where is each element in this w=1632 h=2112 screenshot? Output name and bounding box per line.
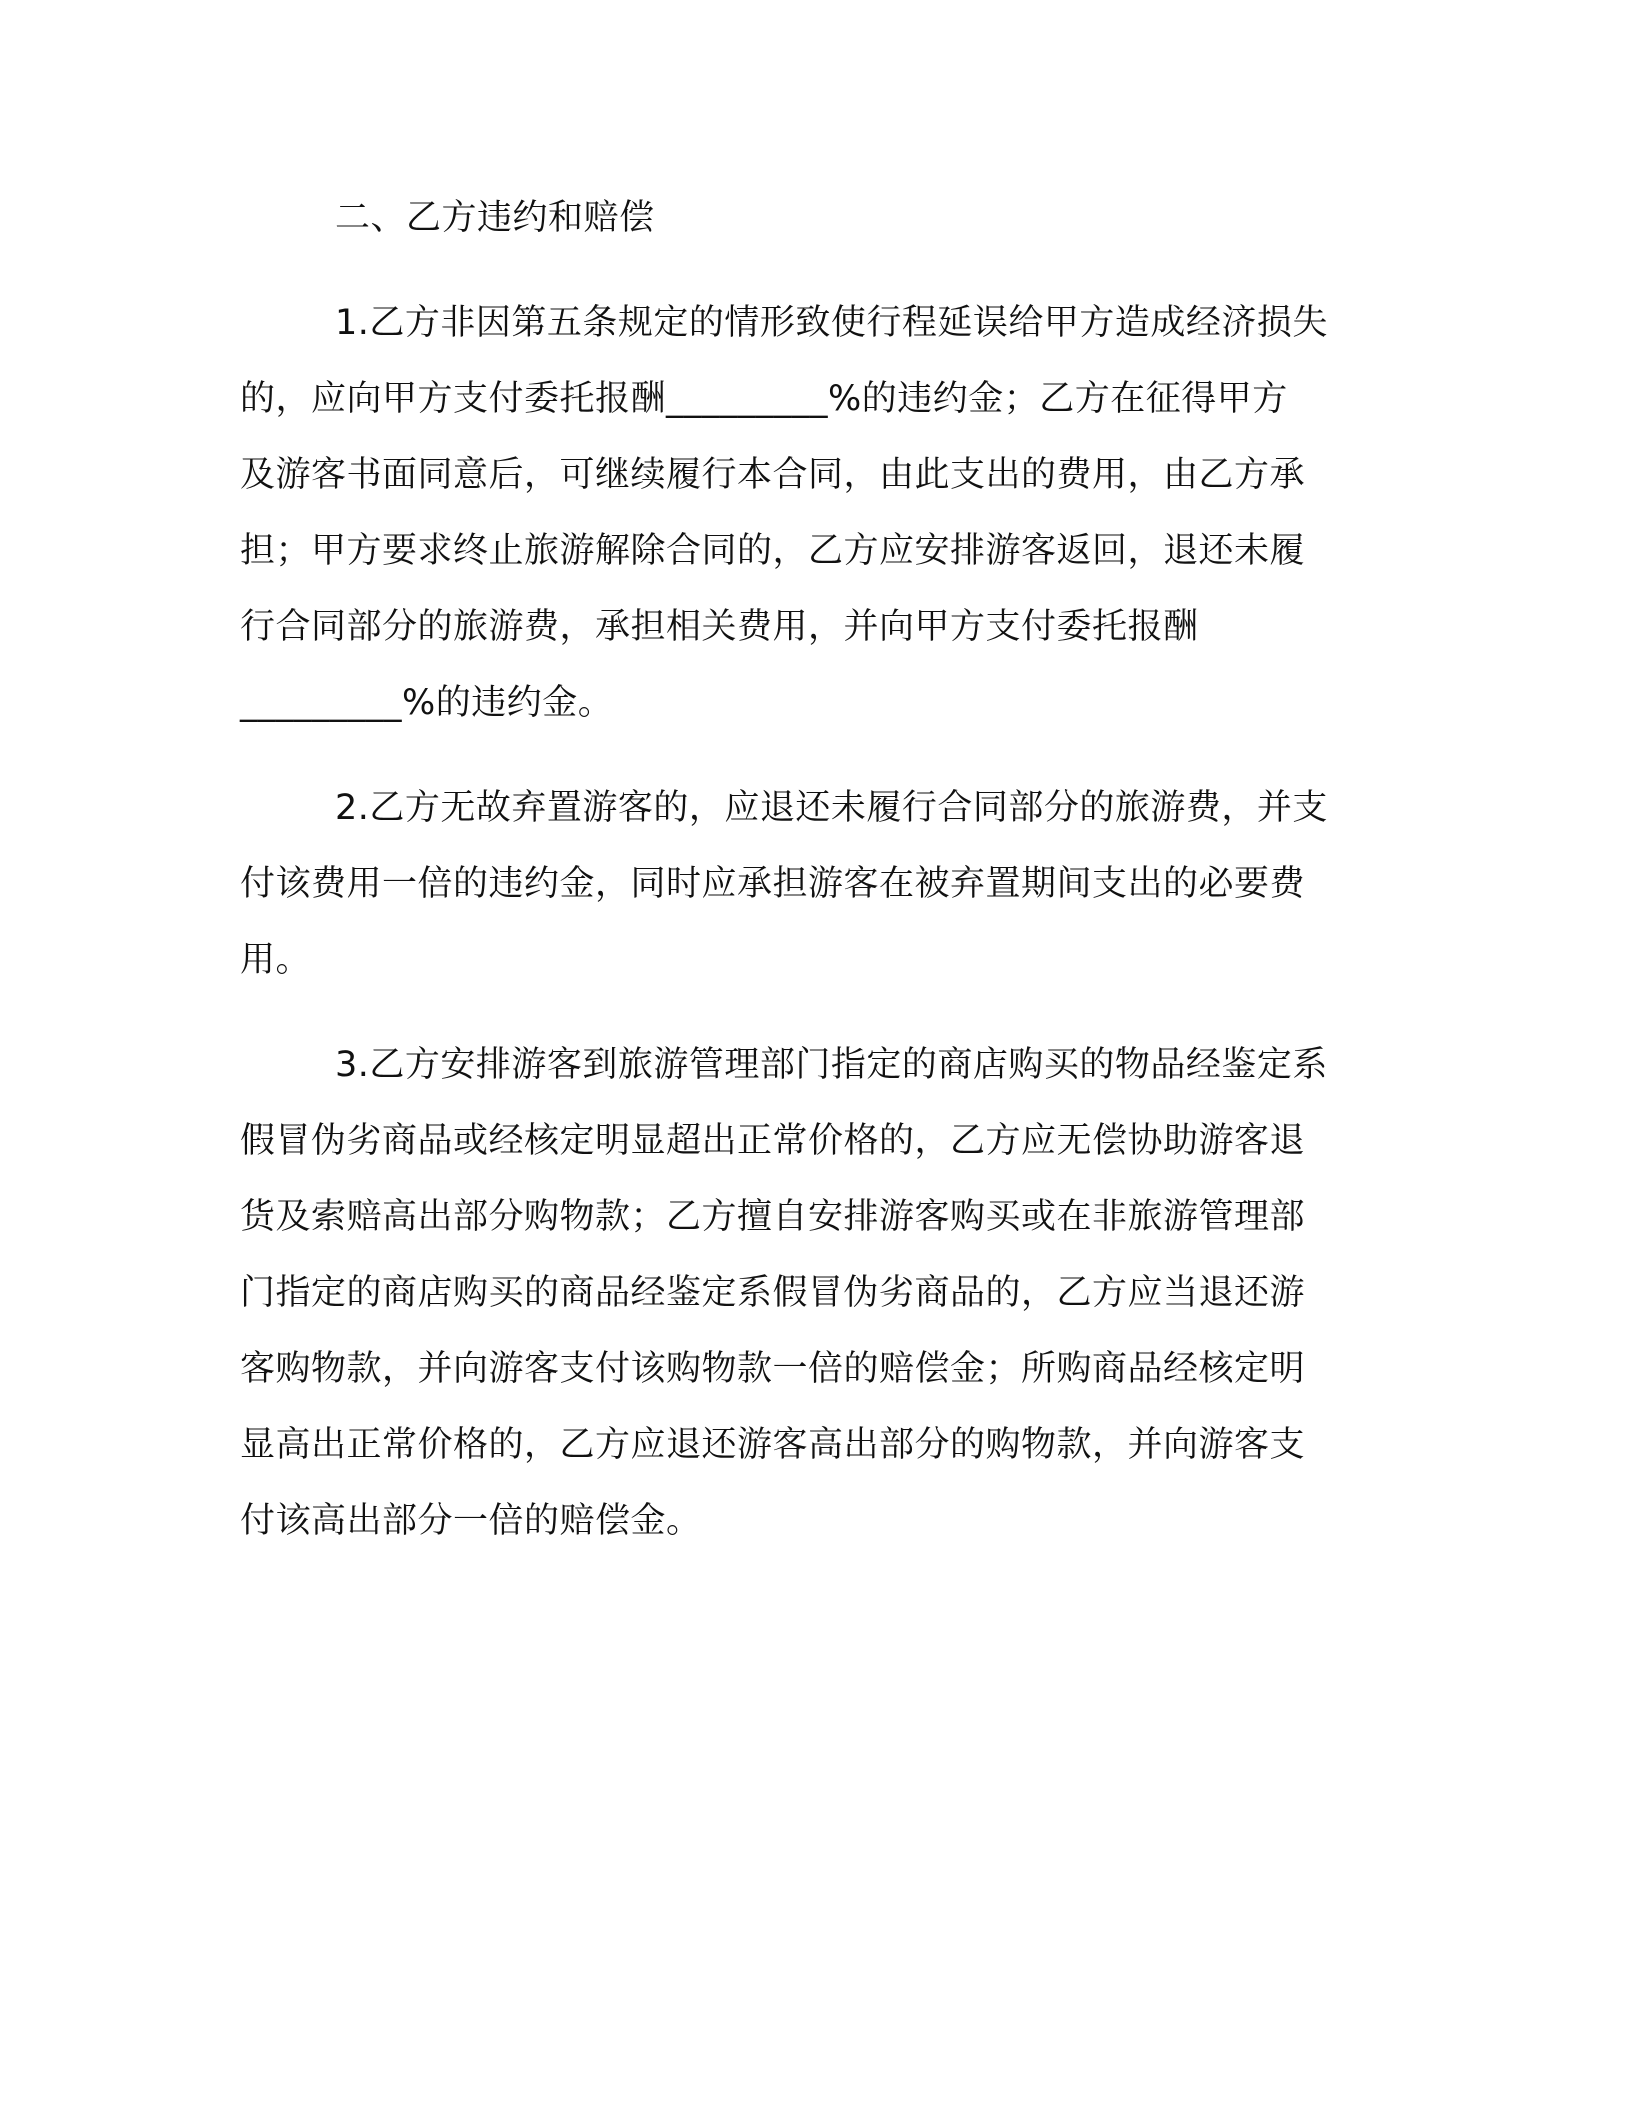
paragraph-3	[240, 1027, 1370, 1559]
paragraph-line: 2.乙方无故弃置游客的，应退还未履行合同部分的旅游费，并支	[335, 788, 1328, 828]
paragraph-line: 1.乙方非因第五条规定的情形致使行程延误给甲方造成经济损失	[335, 303, 1328, 343]
paragraph-1	[240, 285, 1370, 741]
paragraph-line: 及游客书面同意后，可继续履行本合同，由此支出的费用，由乙方承	[240, 455, 1306, 495]
paragraph-line: 假冒伪劣商品或经核定明显超出正常价格的，乙方应无偿协助游客退	[240, 1121, 1306, 1161]
paragraph-line: 行合同部分的旅游费，承担相关费用，并向甲方支付委托报酬	[240, 607, 1199, 647]
paragraph-line: 3.乙方安排游客到旅游管理部门指定的商店购买的物品经鉴定系	[335, 1045, 1328, 1085]
paragraph-line: 显高出正常价格的，乙方应退还游客高出部分的购物款，并向游客支	[240, 1425, 1306, 1465]
paragraph-line: 的，应向甲方支付委托报酬_________%的违约金；乙方在征得甲方	[240, 379, 1288, 419]
paragraph-line: 货及索赔高出部分购物款；乙方擅自安排游客购买或在非旅游管理部	[240, 1197, 1306, 1237]
paragraph-line: 门指定的商店购买的商品经鉴定系假冒伪劣商品的，乙方应当退还游	[240, 1273, 1306, 1313]
paragraph-line: 用。	[240, 940, 312, 980]
paragraph-line: 付该费用一倍的违约金，同时应承担游客在被弃置期间支出的必要费	[240, 864, 1306, 904]
paragraph-2	[240, 770, 1370, 998]
paragraph-line: 付该高出部分一倍的赔偿金。	[240, 1501, 702, 1541]
paragraph-line: _________%的违约金。	[240, 683, 614, 723]
section-heading: 二、乙方违约和赔偿	[335, 198, 655, 238]
paragraph-line: 担；甲方要求终止旅游解除合同的，乙方应安排游客返回，退还未履	[240, 531, 1306, 571]
paragraph-line: 客购物款，并向游客支付该购物款一倍的赔偿金；所购商品经核定明	[240, 1349, 1306, 1389]
